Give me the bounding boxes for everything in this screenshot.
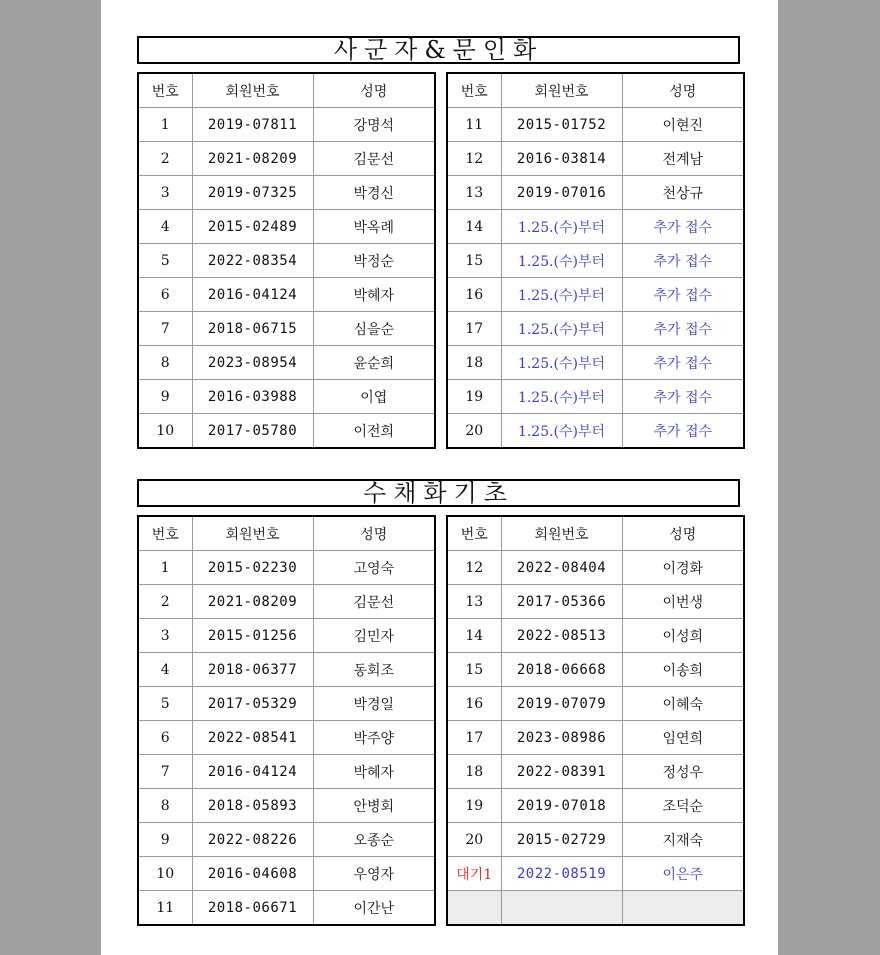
row-member-id: 2023-08954 xyxy=(192,346,313,380)
row-no: 5 xyxy=(138,244,192,278)
table-row xyxy=(138,108,435,142)
row-name: 이번생 xyxy=(622,585,744,619)
row-member-id: 2015-01256 xyxy=(192,619,313,653)
row-no: 10 xyxy=(138,414,192,449)
row-name: 김문선 xyxy=(313,585,435,619)
row-no: 4 xyxy=(138,653,192,687)
table-row xyxy=(138,789,435,823)
table-row xyxy=(138,176,435,210)
table-row xyxy=(138,823,435,857)
row-name: 이혜숙 xyxy=(622,687,744,721)
header-name: 성명 xyxy=(313,73,435,108)
row-member-id: 2017-05780 xyxy=(192,414,313,449)
table-row xyxy=(447,414,744,449)
row-no: 6 xyxy=(138,278,192,312)
row-member-id: 2016-03988 xyxy=(192,380,313,414)
row-no: 9 xyxy=(138,380,192,414)
row-no: 10 xyxy=(138,857,192,891)
table-row xyxy=(138,380,435,414)
roster-table-sagunja-left xyxy=(137,72,436,449)
table-row xyxy=(138,142,435,176)
row-member-id: 2018-06377 xyxy=(192,653,313,687)
row-member-id: 1.25.(수)부터 xyxy=(501,414,622,449)
row-member-id: 1.25.(수)부터 xyxy=(501,380,622,414)
row-member-id: 2016-04124 xyxy=(192,755,313,789)
row-name: 이전희 xyxy=(313,414,435,449)
table-row xyxy=(447,176,744,210)
row-name: 박주양 xyxy=(313,721,435,755)
table-row xyxy=(447,823,744,857)
row-member-id: 2019-07325 xyxy=(192,176,313,210)
row-member-id: 2021-08209 xyxy=(192,585,313,619)
header-no: 번호 xyxy=(138,73,192,108)
table-row xyxy=(447,278,744,312)
table-row xyxy=(138,312,435,346)
row-name: 윤순희 xyxy=(313,346,435,380)
table-row xyxy=(447,755,744,789)
row-name: 고영숙 xyxy=(313,551,435,585)
row-name: 추가 접수 xyxy=(622,210,744,244)
row-name: 김문선 xyxy=(313,142,435,176)
row-member-id: 2018-06715 xyxy=(192,312,313,346)
header-no: 번호 xyxy=(447,516,501,551)
row-member-id: 2015-02489 xyxy=(192,210,313,244)
row-member-id: 2015-01752 xyxy=(501,108,622,142)
row-member-id: 2016-04124 xyxy=(192,278,313,312)
row-name: 추가 접수 xyxy=(622,346,744,380)
row-no: 12 xyxy=(447,551,501,585)
header-member-id: 회원번호 xyxy=(192,73,313,108)
row-member-id: 2016-03814 xyxy=(501,142,622,176)
row-name: 추가 접수 xyxy=(622,244,744,278)
row-no: 19 xyxy=(447,789,501,823)
row-no: 15 xyxy=(447,653,501,687)
table-row xyxy=(138,210,435,244)
row-no: 13 xyxy=(447,585,501,619)
row-member-id: 2022-08513 xyxy=(501,619,622,653)
row-name: 강명석 xyxy=(313,108,435,142)
row-name: 추가 접수 xyxy=(622,278,744,312)
header-no: 번호 xyxy=(447,73,501,108)
row-no: 18 xyxy=(447,346,501,380)
roster-table-watercolor-left xyxy=(137,515,436,926)
table-row xyxy=(138,619,435,653)
table-row xyxy=(138,585,435,619)
row-no: 16 xyxy=(447,278,501,312)
header-member-id: 회원번호 xyxy=(501,516,622,551)
row-no: 13 xyxy=(447,176,501,210)
row-name: 이현진 xyxy=(622,108,744,142)
table-row xyxy=(447,653,744,687)
row-no: 11 xyxy=(447,108,501,142)
row-member-id: 2019-07016 xyxy=(501,176,622,210)
row-name: 이간난 xyxy=(313,891,435,926)
row-name: 이성희 xyxy=(622,619,744,653)
row-member-id: 2019-07811 xyxy=(192,108,313,142)
row-no: 19 xyxy=(447,380,501,414)
row-member-id: 2017-05329 xyxy=(192,687,313,721)
row-no: 9 xyxy=(138,823,192,857)
row-no: 3 xyxy=(138,176,192,210)
table-row xyxy=(447,244,744,278)
header-member-id: 회원번호 xyxy=(501,73,622,108)
row-member-id: 2016-04608 xyxy=(192,857,313,891)
table-row xyxy=(447,585,744,619)
section-title-sagunja: 사군자&문인화 xyxy=(137,36,740,64)
row-member-id: 2017-05366 xyxy=(501,585,622,619)
row-name: 박경일 xyxy=(313,687,435,721)
row-name: 천상규 xyxy=(622,176,744,210)
row-no: 12 xyxy=(447,142,501,176)
row-no: 3 xyxy=(138,619,192,653)
row-member-id: 2022-08226 xyxy=(192,823,313,857)
row-name: 우영자 xyxy=(313,857,435,891)
header-name: 성명 xyxy=(313,516,435,551)
row-member-id: 2018-06671 xyxy=(192,891,313,926)
row-no: 8 xyxy=(138,789,192,823)
section-title-watercolor: 수채화기초 xyxy=(137,479,740,507)
row-no: 14 xyxy=(447,210,501,244)
row-name: 이경화 xyxy=(622,551,744,585)
row-name: 박경신 xyxy=(313,176,435,210)
table-row xyxy=(138,278,435,312)
row-member-id: 2023-08986 xyxy=(501,721,622,755)
row-name: 조덕순 xyxy=(622,789,744,823)
row-name: 동회조 xyxy=(313,653,435,687)
row-name: 전계남 xyxy=(622,142,744,176)
row-member-id: 2015-02729 xyxy=(501,823,622,857)
header-no: 번호 xyxy=(138,516,192,551)
header-name: 성명 xyxy=(622,516,744,551)
table-row xyxy=(447,687,744,721)
row-no: 17 xyxy=(447,721,501,755)
row-no: 20 xyxy=(447,414,501,449)
row-name: 박혜자 xyxy=(313,278,435,312)
row-name: 이은주 xyxy=(622,857,744,891)
row-member-id: 2019-07079 xyxy=(501,687,622,721)
row-member-id: 2022-08354 xyxy=(192,244,313,278)
document-page xyxy=(101,0,778,955)
header-name: 성명 xyxy=(622,73,744,108)
row-name: 박옥례 xyxy=(313,210,435,244)
row-no xyxy=(447,891,501,926)
row-member-id: 2022-08519 xyxy=(501,857,622,891)
row-member-id: 2022-08404 xyxy=(501,551,622,585)
table-row xyxy=(447,891,744,926)
header-member-id: 회원번호 xyxy=(192,516,313,551)
row-no: 8 xyxy=(138,346,192,380)
roster-table-watercolor-right xyxy=(446,515,745,926)
table-row xyxy=(138,721,435,755)
row-no: 1 xyxy=(138,108,192,142)
row-member-id: 2015-02230 xyxy=(192,551,313,585)
row-no: 11 xyxy=(138,891,192,926)
table-row xyxy=(138,551,435,585)
row-name: 박정순 xyxy=(313,244,435,278)
row-no: 17 xyxy=(447,312,501,346)
row-no: 15 xyxy=(447,244,501,278)
row-name: 심을순 xyxy=(313,312,435,346)
roster-table-sagunja-right xyxy=(446,72,745,449)
row-no: 18 xyxy=(447,755,501,789)
table-row xyxy=(447,210,744,244)
row-member-id: 2022-08541 xyxy=(192,721,313,755)
table-row xyxy=(138,687,435,721)
table-row xyxy=(447,142,744,176)
table-row xyxy=(138,755,435,789)
row-name: 안병회 xyxy=(313,789,435,823)
table-row xyxy=(138,891,435,926)
table-header-row xyxy=(138,516,435,551)
table-row xyxy=(447,619,744,653)
row-no: 2 xyxy=(138,585,192,619)
row-no: 6 xyxy=(138,721,192,755)
row-name: 정성우 xyxy=(622,755,744,789)
table-header-row xyxy=(447,73,744,108)
table-row xyxy=(447,346,744,380)
row-no: 대기1 xyxy=(447,857,501,891)
row-no: 20 xyxy=(447,823,501,857)
table-row xyxy=(447,789,744,823)
row-no: 5 xyxy=(138,687,192,721)
row-name: 추가 접수 xyxy=(622,312,744,346)
table-row xyxy=(138,857,435,891)
row-member-id: 2018-06668 xyxy=(501,653,622,687)
row-name: 이송희 xyxy=(622,653,744,687)
row-no: 1 xyxy=(138,551,192,585)
table-header-row xyxy=(138,73,435,108)
table-row xyxy=(447,380,744,414)
row-name: 지재숙 xyxy=(622,823,744,857)
table-row xyxy=(447,312,744,346)
row-member-id xyxy=(501,891,622,926)
table-row xyxy=(447,108,744,142)
table-row xyxy=(138,653,435,687)
row-no: 7 xyxy=(138,755,192,789)
row-name: 박혜자 xyxy=(313,755,435,789)
row-no: 14 xyxy=(447,619,501,653)
row-name: 김민자 xyxy=(313,619,435,653)
row-name: 추가 접수 xyxy=(622,414,744,449)
table-row xyxy=(138,414,435,449)
row-member-id: 2021-08209 xyxy=(192,142,313,176)
row-name: 이엽 xyxy=(313,380,435,414)
row-name: 임연희 xyxy=(622,721,744,755)
row-member-id: 2018-05893 xyxy=(192,789,313,823)
row-no: 2 xyxy=(138,142,192,176)
row-no: 16 xyxy=(447,687,501,721)
table-row xyxy=(138,244,435,278)
row-member-id: 1.25.(수)부터 xyxy=(501,210,622,244)
row-member-id: 1.25.(수)부터 xyxy=(501,278,622,312)
row-name: 오종순 xyxy=(313,823,435,857)
table-header-row xyxy=(447,516,744,551)
row-no: 4 xyxy=(138,210,192,244)
row-member-id: 1.25.(수)부터 xyxy=(501,244,622,278)
row-member-id: 1.25.(수)부터 xyxy=(501,312,622,346)
row-no: 7 xyxy=(138,312,192,346)
row-member-id: 2019-07018 xyxy=(501,789,622,823)
row-member-id: 1.25.(수)부터 xyxy=(501,346,622,380)
table-row xyxy=(447,721,744,755)
row-member-id: 2022-08391 xyxy=(501,755,622,789)
row-name: 추가 접수 xyxy=(622,380,744,414)
table-row xyxy=(138,346,435,380)
table-row xyxy=(447,551,744,585)
row-name xyxy=(622,891,744,926)
table-row xyxy=(447,857,744,891)
